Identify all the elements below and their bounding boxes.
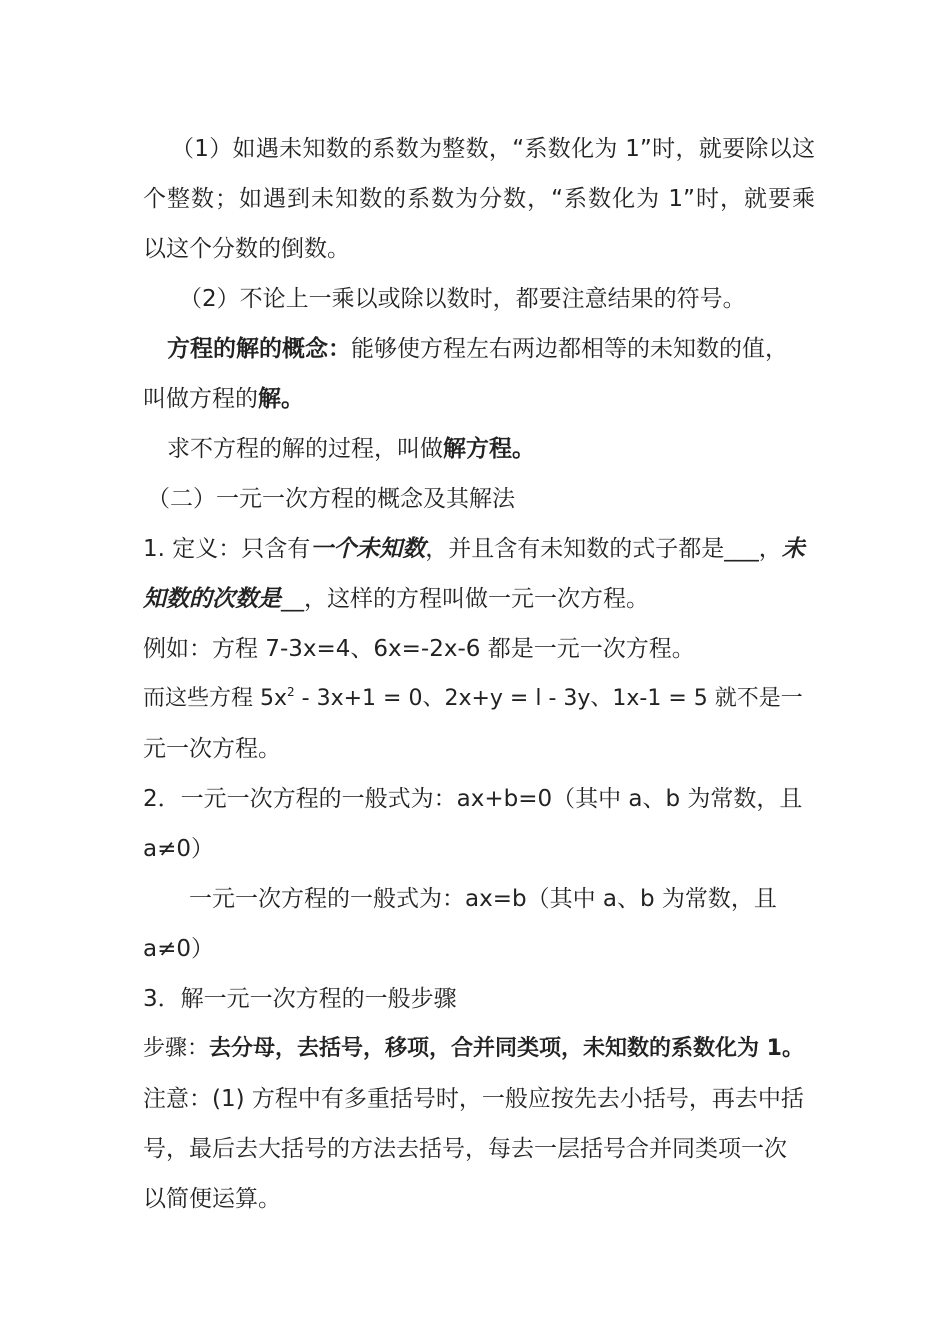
text-line [143, 524, 815, 574]
section-heading: （二）一元一次方程的概念及其解法 [147, 486, 515, 512]
bold-steps: 去分母，去括号，移项，合并同类项，未知数的系数化为 1。 [209, 1036, 804, 1061]
text-line: 2．一元一次方程的一般式为：ax+b=0（其中 a、b 为常数，且 [143, 786, 803, 812]
text-line: 个整数；如遇到未知数的系数为分数，“系数化为 1”时，就要乘 [143, 186, 815, 212]
text-line [143, 574, 815, 624]
text-span: __，这样的方程叫做一元一次方程。 [281, 586, 649, 612]
bold-term: 解。 [258, 386, 304, 412]
document-body [143, 124, 815, 1224]
text-line: （2）不论上一乘以或除以数时，都要注意结果的符号。 [179, 286, 746, 312]
text-line [143, 424, 815, 474]
text-line: 元一次方程。 [143, 736, 281, 762]
emphasis-term: 知数的次数是 [143, 586, 281, 612]
text-line: 号，最后去大括号的方法去括号，每去一层括号合并同类项一次 [143, 1136, 787, 1162]
text-span: 求不方程的解的过程，叫做 [167, 436, 443, 462]
text-line [143, 374, 815, 424]
text-line: a≠0） [143, 836, 214, 862]
superscript: 2 [287, 685, 295, 699]
bold-term: 解方程。 [443, 436, 535, 462]
text-span: 步骤： [143, 1036, 210, 1061]
text-line: 3．解一元一次方程的一般步骤 [143, 986, 457, 1012]
text-line [143, 324, 815, 374]
text-span: 能够使方程左右两边都相等的未知数的值， [351, 336, 788, 362]
text-line: 以简便运算。 [143, 1186, 281, 1212]
text-line: a≠0） [143, 936, 214, 962]
text-line [143, 674, 815, 724]
text-span: - 3x+1 = 0、2x+y = l - 3y、1x-1 = 5 就不是一 [294, 686, 803, 711]
emphasis-term: 未 [781, 536, 805, 562]
text-span: ，并且含有未知数的式子都是___， [425, 536, 782, 562]
term-heading: 方程的解的概念： [167, 336, 351, 362]
text-line: （1）如遇未知数的系数为整数，“系数化为 1”时，就要除以这 [171, 136, 815, 162]
text-line: 例如：方程 7-3x=4、6x=-2x-6 都是一元一次方程。 [143, 636, 695, 662]
text-line: 一元一次方程的一般式为：ax=b（其中 a、b 为常数，且 [189, 886, 777, 912]
text-line: 注意：(1) 方程中有多重括号时，一般应按先去小括号，再去中括 [143, 1086, 804, 1112]
text-span: 而这些方程 5x [143, 686, 288, 711]
text-line: 以这个分数的倒数。 [143, 236, 350, 262]
emphasis-term: 一个未知数 [310, 536, 426, 562]
text-line [143, 1024, 815, 1074]
text-span: 1. 定义：只含有 [143, 536, 311, 562]
text-span: 叫做方程的 [143, 386, 258, 412]
